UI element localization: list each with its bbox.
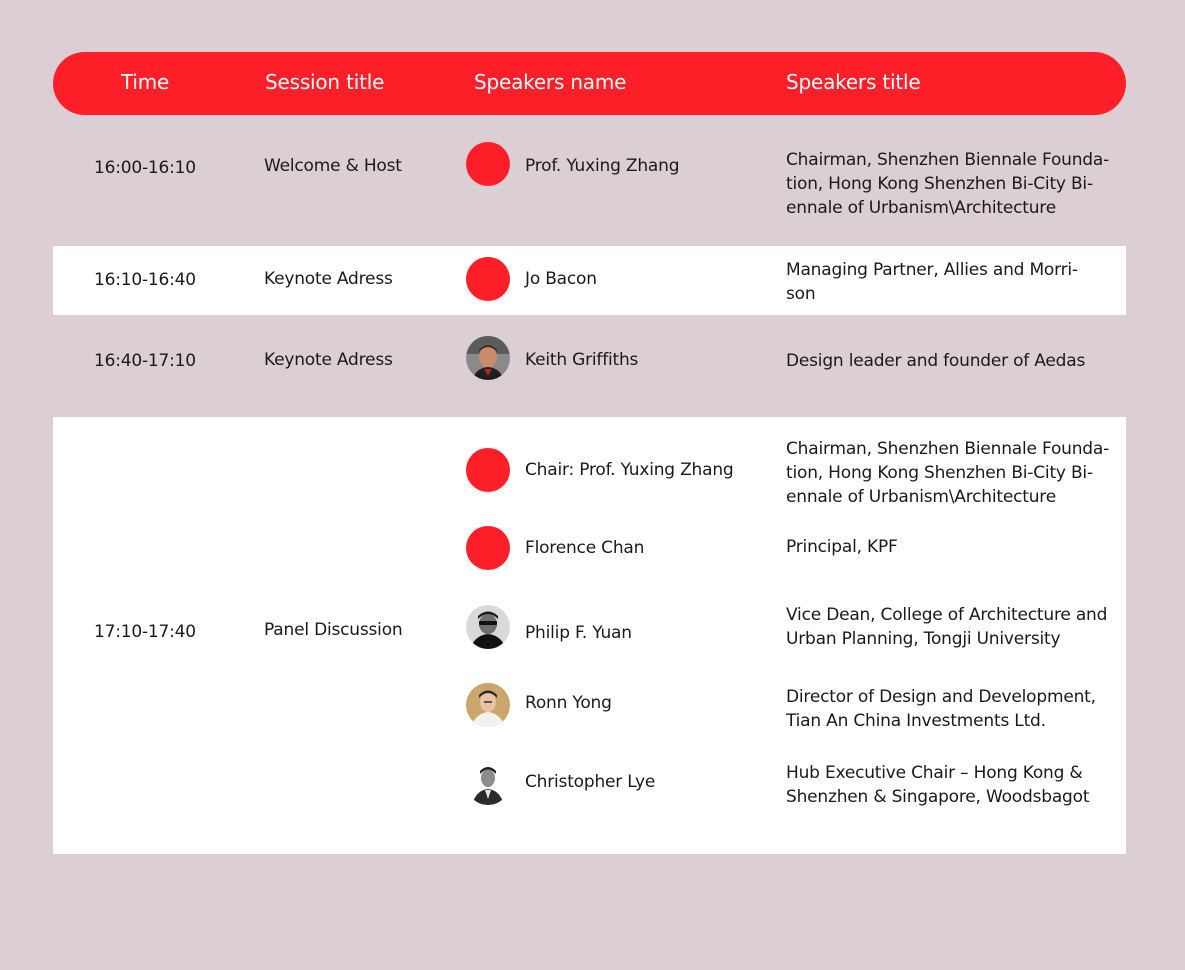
row-time: 16:10-16:40 [94, 270, 196, 290]
row-time: 16:00-16:10 [94, 158, 196, 178]
speaker-name: Prof. Yuxing Zhang [525, 156, 680, 176]
speaker-name: Keith Griffiths [525, 350, 639, 370]
speaker-photo [466, 336, 510, 380]
speaker-name: Christopher Lye [525, 772, 656, 792]
row-session-title: Panel Discussion [264, 620, 403, 640]
table-row [53, 315, 1126, 417]
table-row [53, 246, 1126, 315]
speaker-title: Hub Executive Chair – Hong Kong & Shenzhen & Singapore, Woodsbagot [786, 763, 1090, 807]
speaker-title: Design leader and founder of Aedas [786, 351, 1086, 371]
row-time: 16:40-17:10 [94, 351, 196, 371]
row-session-title: Welcome & Host [264, 156, 402, 176]
speaker-avatar-placeholder [466, 448, 510, 492]
speaker-name: Jo Bacon [525, 269, 597, 289]
speaker-photo [466, 761, 510, 805]
speaker-name: Chair: Prof. Yuxing Zhang [525, 460, 734, 480]
row-session-title: Keynote Adress [264, 269, 393, 289]
speaker-title: Vice Dean, College of Architecture and Urban Planning, Tongji University [786, 605, 1108, 649]
speaker-title: Principal, KPF [786, 537, 898, 557]
header-speakers-name: Speakers name [474, 70, 627, 94]
header-speakers-title: Speakers title [786, 70, 921, 94]
speaker-title: Managing Partner, Allies and Morri- son [786, 260, 1078, 304]
speaker-photo [466, 683, 510, 727]
speaker-name: Ronn Yong [525, 693, 612, 713]
header-session-title: Session title [265, 70, 385, 94]
table-row [53, 417, 1126, 854]
row-time: 17:10-17:40 [94, 622, 196, 642]
header-time: Time [121, 70, 170, 94]
speaker-title: Chairman, Shenzhen Biennale Founda- tion, Hong Kong Shenzhen Bi-City Bi- ennale of Urbanism\Architecture [786, 150, 1110, 218]
table-row [53, 115, 1126, 246]
speaker-name: Florence Chan [525, 538, 645, 558]
speaker-title: Chairman, Shenzhen Biennale Founda- tion, Hong Kong Shenzhen Bi-City Bi- ennale of Urbanism\Architecture [786, 439, 1110, 507]
speaker-avatar-placeholder [466, 142, 510, 186]
speaker-avatar-placeholder [466, 257, 510, 301]
speaker-title: Director of Design and Development, Tian An China Investments Ltd. [786, 687, 1096, 731]
row-session-title: Keynote Adress [264, 350, 393, 370]
speaker-avatar-placeholder [466, 526, 510, 570]
speaker-name: Philip F. Yuan [525, 623, 632, 643]
speaker-photo [466, 605, 510, 649]
table-header [53, 52, 1126, 115]
